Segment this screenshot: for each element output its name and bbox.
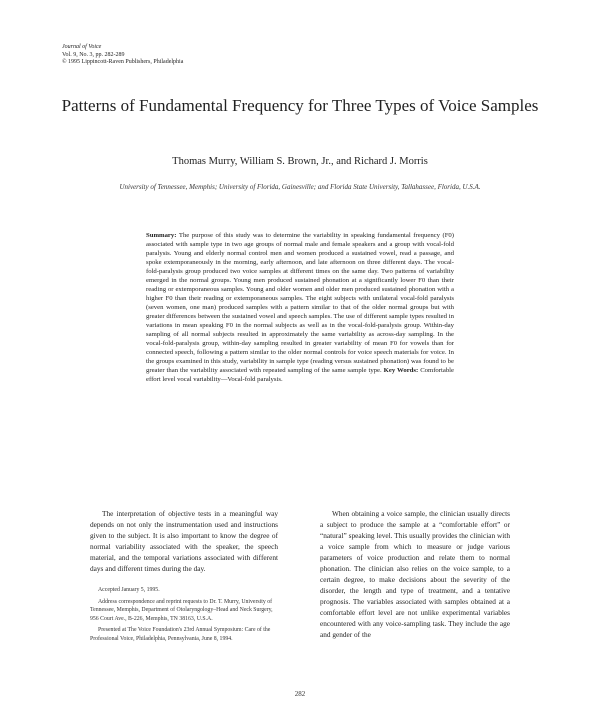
presented-note: Presented at The Voice Foundation's 23rd Annual Symposium: Care of the Professional Voice, Philadelphia, Pennsylvania, June 8, 1994. <box>90 627 271 642</box>
journal-name: Journal of Voice <box>62 44 102 50</box>
footnotes <box>90 586 278 647</box>
body-paragraph: When obtaining a voice sample, the clinician usually directs a subject to produce the sample at a “comfortable effort” or “natural” speaking level. This usually provides the clinician with a voice sample from which to measure or judge various parameters of voice production and relate them to normal phonation. The clinician also relies on the voice sample, to a certain degree, to make decisions about the severity of the disorder, the length and type of treatment, and a tentative prognosis. The variables associated with samples obtained at a comfortable effort level are not unlike experimental variables encountered with any voice-sampling task. They include the age and gender of the <box>320 509 510 639</box>
journal-volume: Vol. 9, No. 3, pp. 282-289 <box>62 51 125 58</box>
summary-text: The purpose of this study was to determine the variability in speaking fundamental frequency (F0) associated with sample type in two age groups of normal male and female speakers and a group with vocal-fold paralysis. Young and elderly normal control men and women produced a sustained vowel, read a passage, and spoke extemporaneously in the morning, early afternoon, and late afternoon on three different days. The vocal-fold-paralysis group produced two voice samples at different times on the same day. Two patterns of variability emerged in the normal groups. Young men produced sustained phonation at a significantly lower F0 than their reading or extemporaneous samples. Young and older women and older men produced sustained phonation with a higher F0 than their reading or extemporaneous samples. The eight subjects with unilateral vocal-fold paralysis (seven women, one man) produced samples with a pattern similar to that of the older normal groups but with greater differences between the sustained vowel and speech samples. The use of different sample types resulted in variations in mean speaking F0 in the normal subjects as well as in the vocal-fold-paralysis group. Within-day sampling of all normal subjects resulted in approximately the same variability as across-day sampling. In the vocal-fold-paralysis group, within-day sampling resulted in greater variability of mean F0 for vowels than for connected speech, following a pattern similar to the older normal controls for voice speech materials for voice. In the groups examined in this study, variability in sample type (reading versus sustained phonation) was found to be greater than the variability associated with repeated sampling of the same sample type. <box>146 232 455 374</box>
keywords-text: Comfortable effort level vocal variability—Vocal-fold paralysis. <box>146 367 455 383</box>
summary-label: Summary: <box>146 232 177 239</box>
left-column <box>90 508 278 574</box>
address-note: Address correspondence and reprint requests to Dr. T. Murry, University of Tennessee, Memphis, Department of Otolaryngology–Head and Neck Surgery, 956 Court Ave., B-226, Memphis, TN 38163, U.S.A. <box>90 598 273 622</box>
right-column <box>320 508 510 640</box>
journal-publisher: © 1995 Lippincott-Raven Publishers, Philadelphia <box>62 59 184 65</box>
abstract <box>146 231 454 384</box>
journal-citation <box>62 44 183 67</box>
accepted-note: Accepted January 5, 1995. <box>98 587 160 593</box>
keywords-label: Key Words: <box>383 367 419 374</box>
affiliations: University of Tennessee, Memphis; University of Florida, Gainesville; and Florida State University, Tallahassee, Florida, U.S.A. <box>119 183 481 191</box>
page-number: 282 <box>294 690 306 698</box>
article-title: Patterns of Fundamental Frequency for Three Types of Voice Samples <box>61 96 539 115</box>
author-list: Thomas Murry, William S. Brown, Jr., and Richard J. Morris <box>172 156 428 167</box>
intro-paragraph: The interpretation of objective tests in a meaningful way depends on not only the instrumentation used and instructions given to the subject. It is also important to know the degree of normal variability associated with the speaker, the speech material, and the temporal variations associated with different days and different times during the day. <box>90 509 278 573</box>
